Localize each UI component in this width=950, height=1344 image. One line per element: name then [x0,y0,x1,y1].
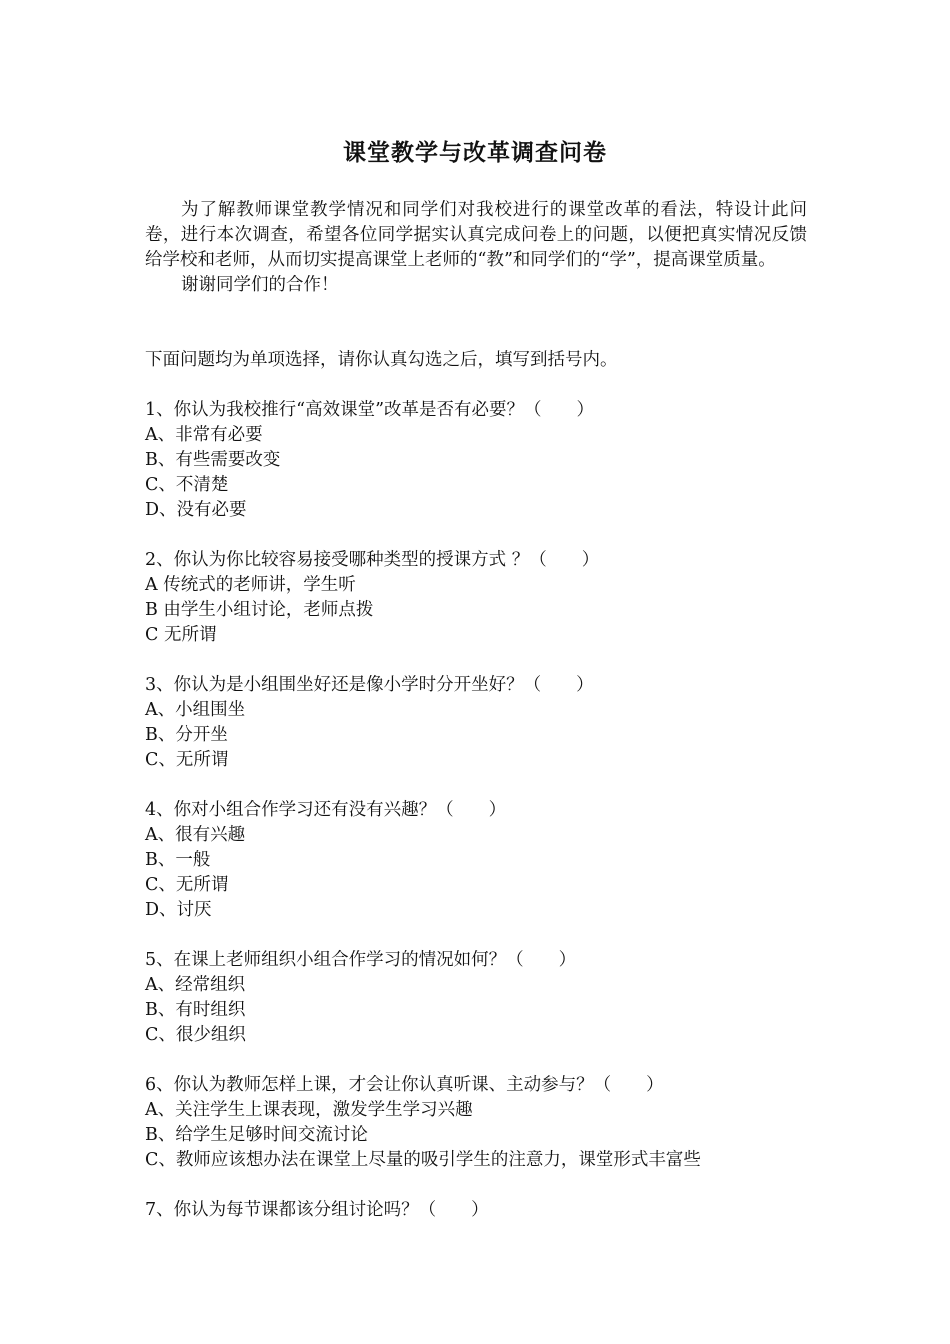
thanks-line: 谢谢同学们的合作！ [181,275,339,295]
question-text: 4、你对小组合作学习还有没有兴趣？（ ） [145,800,507,820]
page-title: 课堂教学与改革调查问卷 [343,140,607,166]
question-option: C、无所谓 [145,750,229,770]
intro-block [145,198,807,298]
question-7 [145,1198,825,1223]
question-option: B、有些需要改变 [145,450,281,470]
question-4 [145,798,825,923]
question-option: C、教师应该想办法在课堂上尽量的吸引学生的注意力，课堂形式丰富些 [145,1150,701,1170]
question-option: D、没有必要 [145,500,247,520]
question-option: A 传统式的老师讲，学生听 [145,575,356,595]
question-option: B、有时组织 [145,1000,246,1020]
question-list [145,398,825,1248]
question-1 [145,398,825,523]
question-option: A、非常有必要 [145,425,263,445]
question-option: A、经常组织 [145,975,246,995]
question-2 [145,548,825,648]
question-3 [145,673,825,773]
question-text: 6、你认为教师怎样上课，才会让你认真听课、主动参与？（ ） [145,1075,664,1095]
question-text: 2、你认为你比较容易接受哪种类型的授课方式 ？（ ） [145,550,600,570]
question-option: A、很有兴趣 [145,825,246,845]
question-option: C、不清楚 [145,475,229,495]
question-option: B、一般 [145,850,211,870]
question-text: 7、你认为每节课都该分组讨论吗？（ ） [145,1200,489,1220]
question-option: A、小组围坐 [145,700,246,720]
question-option: B 由学生小组讨论，老师点拨 [145,600,374,620]
question-6 [145,1073,825,1173]
question-text: 1、你认为我校推行“高效课堂”改革是否有必要？（ ） [145,400,595,420]
intro-paragraph: 为了解教师课堂教学情况和同学们对我校进行的课堂改革的看法，特设计此问卷，进行本次调查，希望各位同学据实认真完成问卷上的问题，以便把真实情况反馈给学校和老师，从而切实提高课堂上老师的“教”和同学们的“学”，提高课堂质量。 [145,200,807,270]
question-option: A、关注学生上课表现，激发学生学习兴趣 [145,1100,473,1120]
question-option: B、给学生足够时间交流讨论 [145,1125,368,1145]
question-text: 5、在课上老师组织小组合作学习的情况如何？（ ） [145,950,577,970]
question-option: C、很少组织 [145,1025,246,1045]
question-text: 3、你认为是小组围坐好还是像小学时分开坐好？（ ） [145,675,594,695]
question-option: C、无所谓 [145,875,229,895]
question-option: C 无所谓 [145,625,217,645]
question-option: B、分开坐 [145,725,228,745]
question-5 [145,948,825,1048]
instruction-line: 下面问题均为单项选择，请你认真勾选之后，填写到括号内。 [145,350,618,370]
question-option: D、讨厌 [145,900,212,920]
